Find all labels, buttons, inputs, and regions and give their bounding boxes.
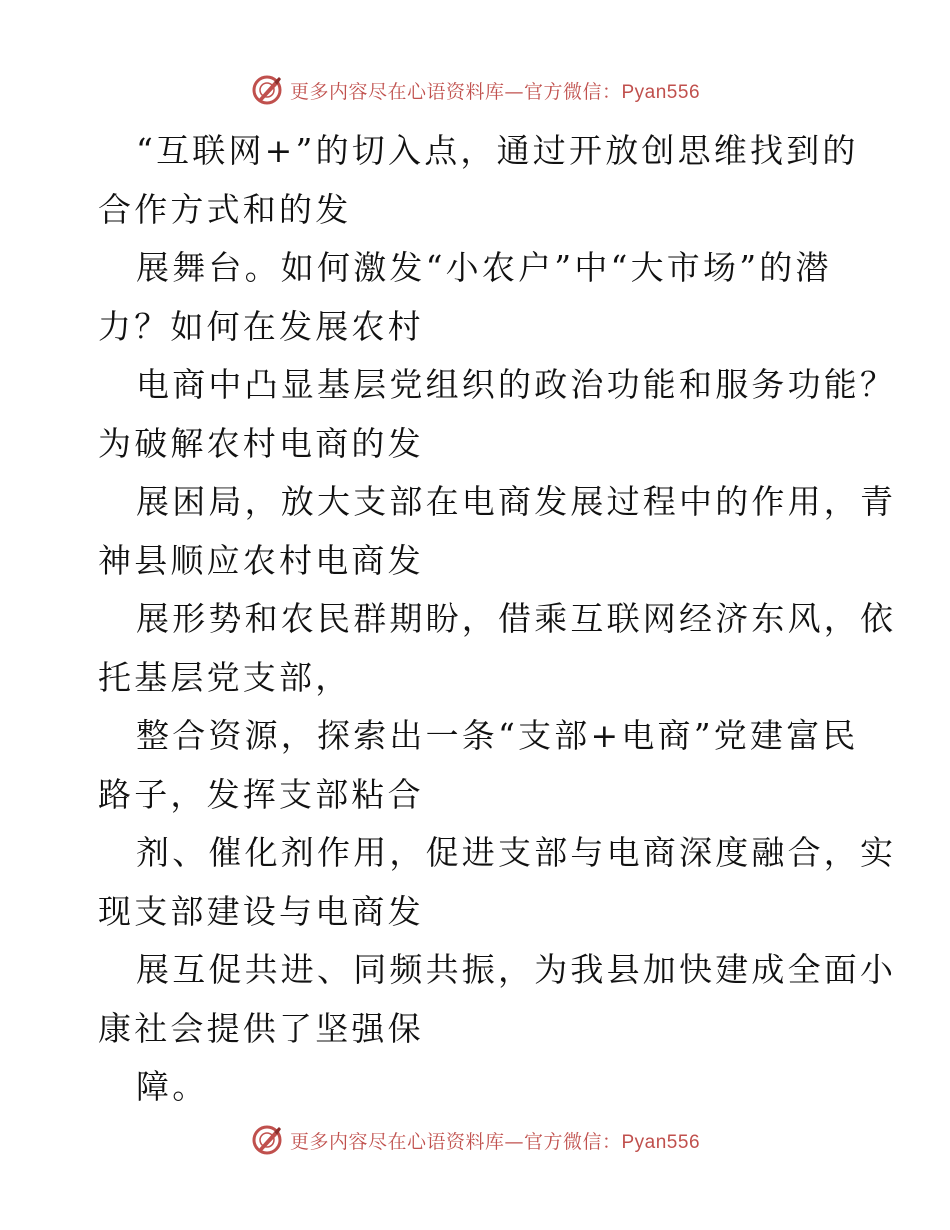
body-line: 康社会提供了坚强保 bbox=[98, 1008, 424, 1048]
body-line: 整合资源，探索出一条“支部+电商”党建富民 bbox=[136, 716, 859, 755]
banner-dash: — bbox=[504, 80, 524, 103]
banner-site-name: 更多内容尽在心语资料库 bbox=[289, 1130, 505, 1153]
body-line: 托基层党支部， bbox=[98, 657, 352, 697]
header-banner bbox=[0, 70, 950, 110]
body-line: 为破解农村电商的发 bbox=[98, 423, 424, 463]
banner-site-name: 更多内容尽在心语资料库 bbox=[289, 80, 505, 103]
body-line: 展困局，放大支部在电商发展过程中的作用，青 bbox=[136, 482, 897, 521]
body-line: 现支部建设与电商发 bbox=[98, 891, 424, 931]
pen-circle-logo-icon bbox=[250, 1123, 284, 1157]
document-body bbox=[98, 122, 897, 1117]
banner-wechat-id: Pyan556 bbox=[621, 1131, 701, 1153]
banner-text bbox=[290, 77, 700, 104]
body-line: 展形势和农民群期盼，借乘互联网经济东风，依 bbox=[136, 599, 897, 638]
body-line: 神县顺应农村电商发 bbox=[98, 540, 424, 580]
pen-circle-logo-icon bbox=[250, 73, 284, 107]
footer-banner bbox=[0, 1120, 950, 1160]
banner-wechat-label: 官方微信： bbox=[523, 80, 622, 103]
banner-wechat-label: 官方微信： bbox=[523, 1130, 622, 1153]
banner-wechat-id: Pyan556 bbox=[621, 81, 701, 103]
banner-dash: — bbox=[504, 1130, 524, 1153]
body-line: “互联网+”的切入点，通过开放创思维找到的 bbox=[136, 131, 859, 170]
body-line: 展互促共进、同频共振，为我县加快建成全面小 bbox=[136, 950, 897, 989]
body-line: 力？如何在发展农村 bbox=[98, 306, 424, 346]
body-line: 电商中凸显基层党组织的政治功能和服务功能？ bbox=[136, 365, 897, 404]
body-line: 障。 bbox=[136, 1067, 209, 1106]
body-line: 展舞台。如何激发“小农户”中“大市场”的潜 bbox=[136, 248, 832, 287]
banner-text bbox=[290, 1127, 700, 1154]
body-line: 剂、催化剂作用，促进支部与电商深度融合，实 bbox=[136, 833, 897, 872]
body-line: 合作方式和的发 bbox=[98, 189, 352, 229]
body-line: 路子，发挥支部粘合 bbox=[98, 774, 424, 814]
